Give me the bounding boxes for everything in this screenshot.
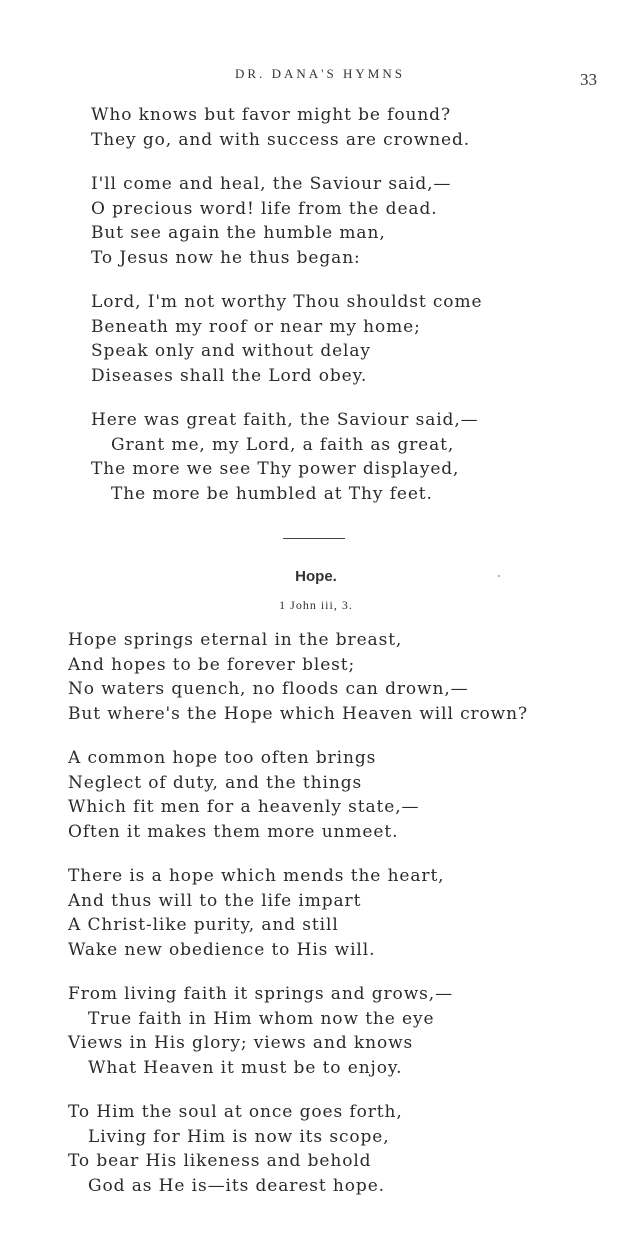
verse-line: Diseases shall the Lord obey. (91, 366, 368, 387)
hope-stanza-4 (68, 982, 453, 1081)
hope-stanza-5 (68, 1100, 403, 1199)
hope-stanza-1 (68, 628, 528, 727)
verse-line: But see again the humble man, (91, 223, 386, 244)
verse-line: No waters quench, no floods can drown,— (68, 679, 469, 700)
stanza-top-3 (91, 290, 482, 389)
hymn-title: Hope. (295, 568, 337, 585)
verse-line: True faith in Him whom now the eye (88, 1008, 435, 1029)
stanza-top-4 (91, 408, 479, 507)
verse-line: Living for Him is now its scope, (88, 1126, 390, 1147)
running-head: DR. DANA'S HYMNS (235, 66, 405, 81)
verse-line: Which fit men for a heavenly state,— (68, 797, 420, 818)
section-divider (283, 538, 345, 539)
verse-line: They go, and with success are crowned. (91, 129, 471, 150)
scripture-reference: 1 John iii, 3. (279, 598, 353, 612)
verse-line: And hopes to be forever blest; (68, 654, 356, 675)
verse-line: Here was great faith, the Saviour said,— (91, 410, 479, 430)
verse-line: From living faith it springs and grows,— (68, 984, 453, 1004)
verse-line: To bear His likeness and behold (68, 1151, 372, 1172)
verse-line: There is a hope which mends the heart, (68, 866, 445, 886)
verse-line: Wake new obedience to His will. (68, 940, 376, 961)
page-number: 33 (580, 70, 597, 89)
verse-line: Lord, I'm not worthy Thou shouldst come (91, 292, 483, 312)
verse-line: What Heaven it must be to enjoy. (88, 1058, 403, 1079)
verse-line: Speak only and without delay (91, 341, 371, 362)
verse-line: To Him the soul at once goes forth, (68, 1102, 403, 1122)
verse-line: A Christ-like purity, and still (68, 915, 339, 936)
verse-line: But where's the Hope which Heaven will crown? (68, 704, 528, 725)
verse-line: The more we see Thy power displayed, (91, 459, 460, 480)
verse-line: The more be humbled at Thy feet. (111, 484, 433, 505)
verse-line: God as He is—its dearest hope. (88, 1176, 385, 1197)
verse-line: Who knows but favor might be found? (91, 105, 451, 125)
verse-line: I'll come and heal, the Saviour said,— (91, 174, 452, 194)
verse-line: Views in His glory; views and knows (68, 1033, 414, 1054)
verse-line: Hope springs eternal in the breast, (68, 630, 403, 650)
hope-stanza-3 (68, 864, 444, 963)
verse-line: To Jesus now he thus began: (91, 248, 361, 269)
verse-line: A common hope too often brings (68, 748, 377, 768)
stanza-top-1 (91, 103, 470, 152)
verse-line: Beneath my roof or near my home; (91, 316, 421, 337)
verse-line: Often it makes them more unmeet. (68, 822, 399, 843)
verse-line: And thus will to the life impart (68, 890, 362, 911)
print-speck (498, 575, 500, 577)
stanza-top-2 (91, 172, 451, 271)
hope-stanza-2 (68, 746, 419, 845)
verse-line: O precious word! life from the dead. (91, 198, 438, 219)
verse-line: Neglect of duty, and the things (68, 772, 363, 793)
verse-line: Grant me, my Lord, a faith as great, (111, 434, 455, 455)
